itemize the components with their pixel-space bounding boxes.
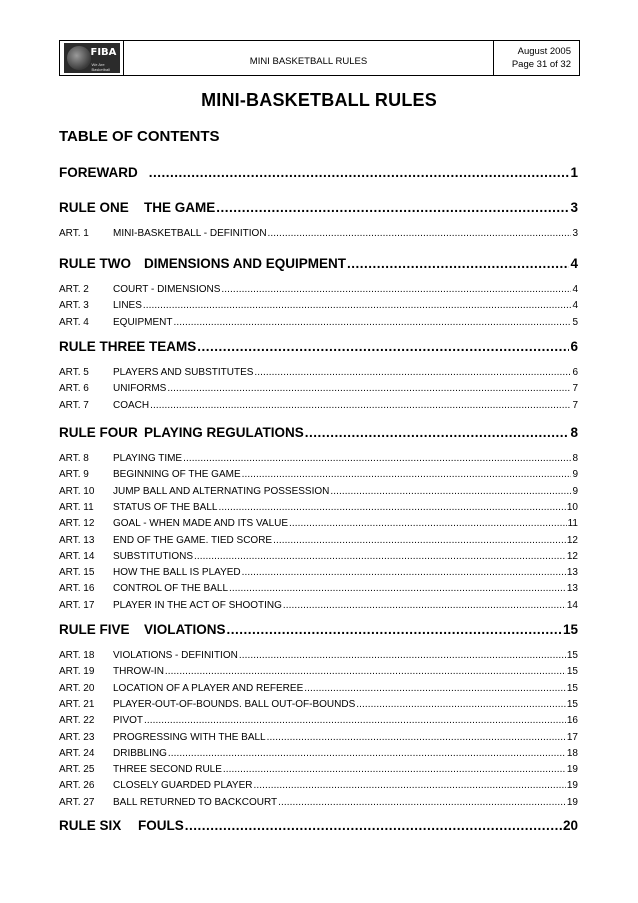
- toc-article-number: ART. 7: [59, 399, 89, 411]
- toc-article-entry[interactable]: [59, 383, 578, 397]
- toc-heading: TABLE OF CONTENTS: [59, 128, 220, 145]
- toc-rule-number: RULE FIVE: [59, 622, 130, 637]
- toc-page-number: 11: [567, 518, 578, 530]
- header-date: August 2005: [517, 46, 571, 57]
- toc-page-number: 15: [566, 682, 578, 694]
- dot-leader: [165, 666, 566, 677]
- toc-article-entry[interactable]: [59, 400, 578, 414]
- toc-article-title: PLAYERS AND SUBSTITUTES: [113, 367, 254, 378]
- toc-article-entry[interactable]: [59, 780, 578, 794]
- dot-leader: [278, 797, 566, 808]
- toc-page-number: 16: [566, 715, 578, 727]
- toc-article-title: SUBSTITUTIONS: [113, 550, 194, 562]
- dot-leader: [221, 284, 571, 295]
- dot-leader: [144, 715, 566, 726]
- toc-article-entry[interactable]: [59, 469, 578, 483]
- globe-icon: [67, 46, 91, 70]
- toc-article-number: ART. 2: [59, 284, 89, 295]
- toc-page-number: 19: [566, 764, 578, 776]
- toc-article-number: ART. 26: [59, 780, 95, 792]
- dot-leader: [150, 400, 571, 411]
- toc-article-title: UNIFORMS: [113, 383, 167, 395]
- toc-page-number: 6: [570, 339, 578, 354]
- toc-article-entry[interactable]: [59, 502, 578, 516]
- toc-article-title: PLAYER-OUT-OF-BOUNDS. BALL OUT-OF-BOUNDS: [113, 698, 356, 710]
- dot-leader: [167, 383, 571, 394]
- toc-article-number: ART. 3: [59, 300, 89, 312]
- toc-article-title: HOW THE BALL IS PLAYED: [113, 567, 241, 579]
- toc-article-number: ART. 10: [59, 485, 95, 497]
- toc-article-title: PIVOT: [113, 715, 144, 727]
- toc-page-number: 12: [566, 550, 578, 562]
- toc-page-number: 6: [572, 367, 578, 378]
- toc-article-entry[interactable]: [59, 683, 578, 697]
- toc-page-number: 17: [566, 731, 578, 743]
- toc-rule-number: RULE ONE: [59, 200, 129, 215]
- toc-rule-number: RULE TWO: [59, 256, 131, 271]
- dot-leader: [254, 367, 571, 378]
- toc-article-title: VIOLATIONS - DEFINITION: [113, 650, 238, 661]
- toc-page-number: 5: [572, 316, 578, 328]
- dot-leader: [304, 683, 566, 694]
- dot-leader: [242, 567, 566, 578]
- toc-page-number: 20: [562, 818, 578, 833]
- dot-leader: [216, 200, 569, 215]
- toc-article-entry[interactable]: [59, 583, 578, 597]
- toc-rule-title: VIOLATIONS: [144, 622, 226, 637]
- toc-page-number: 4: [572, 300, 578, 312]
- toc-article-number: ART. 27: [59, 796, 95, 808]
- toc-article-number: ART. 8: [59, 453, 89, 464]
- dot-leader: [185, 818, 562, 833]
- toc-page-number: 9: [572, 485, 578, 497]
- dot-leader: [289, 518, 567, 529]
- header-doc-name: MINI BASKETBALL RULES: [124, 41, 494, 75]
- toc-rule-entry[interactable]: [59, 622, 578, 640]
- toc-article-number: ART. 15: [59, 567, 95, 579]
- dot-leader: [223, 764, 566, 775]
- toc-article-entry[interactable]: [59, 797, 578, 811]
- toc-article-number: ART. 25: [59, 764, 95, 776]
- toc-article-number: ART. 23: [59, 731, 95, 743]
- toc-article-title: GOAL - WHEN MADE AND ITS VALUE: [113, 518, 289, 530]
- toc-page-number: 13: [566, 567, 578, 579]
- toc-article-entry[interactable]: [59, 666, 578, 680]
- toc-page-number: 3: [570, 200, 578, 215]
- dot-leader: [242, 469, 572, 480]
- toc-article-number: ART. 6: [59, 383, 89, 395]
- toc-article-entry[interactable]: [59, 367, 578, 381]
- toc-article-title: THROW-IN: [113, 666, 164, 678]
- toc-rule-title: THE GAME: [144, 200, 216, 215]
- toc-article-number: ART. 11: [59, 501, 94, 513]
- toc-article-number: ART. 12: [59, 518, 95, 530]
- toc-article-title: PROGRESSING WITH THE BALL: [113, 731, 266, 743]
- toc-page-number: 19: [566, 780, 578, 792]
- toc-article-title: PLAYING TIME: [113, 453, 183, 464]
- toc-rule-title: FOULS: [138, 818, 184, 833]
- dot-leader: [229, 583, 566, 594]
- toc-rule-number: RULE FOUR: [59, 425, 138, 440]
- toc-article-title: PLAYER IN THE ACT OF SHOOTING: [113, 599, 282, 611]
- toc-page-number: 3: [572, 228, 578, 239]
- toc-article-entry[interactable]: [59, 486, 578, 500]
- toc-page-number: 4: [572, 284, 578, 295]
- toc-article-entry[interactable]: [59, 284, 578, 298]
- toc-article-entry[interactable]: [59, 317, 578, 331]
- toc-page-number: 1: [570, 165, 578, 180]
- dot-leader: [218, 502, 565, 513]
- toc-page-number: 15: [566, 650, 578, 661]
- toc-article-entry[interactable]: [59, 567, 578, 581]
- toc-article-entry[interactable]: [59, 300, 578, 314]
- toc-rule-entry[interactable]: [59, 165, 578, 183]
- toc-page-number: 7: [572, 399, 578, 411]
- toc-rule-entry[interactable]: [59, 200, 578, 218]
- toc-article-title: EQUIPMENT: [113, 316, 173, 328]
- toc-article-number: ART. 22: [59, 715, 95, 727]
- toc-article-title: COACH: [113, 399, 150, 411]
- dot-leader: [305, 425, 570, 440]
- toc-rule-number: RULE THREE TEAMS: [59, 339, 197, 354]
- dot-leader: [268, 228, 572, 239]
- toc-article-entry[interactable]: [59, 715, 578, 729]
- dot-leader: [149, 165, 570, 180]
- toc-article-entry[interactable]: [59, 748, 578, 762]
- toc-article-number: ART. 16: [59, 583, 95, 595]
- toc-article-entry[interactable]: [59, 732, 578, 746]
- toc-page-number: 7: [572, 383, 578, 395]
- toc-article-title: BALL RETURNED TO BACKCOURT: [113, 796, 278, 808]
- toc-page-number: 14: [566, 599, 578, 611]
- dot-leader: [283, 600, 566, 611]
- toc-article-entry[interactable]: [59, 764, 578, 778]
- dot-leader: [356, 699, 566, 710]
- fiba-logo: [64, 43, 120, 73]
- document-title: MINI-BASKETBALL RULES: [201, 90, 437, 110]
- toc-article-title: STATUS OF THE BALL: [113, 501, 218, 513]
- toc-article-number: ART. 19: [59, 666, 95, 678]
- toc-article-title: END OF THE GAME. TIED SCORE: [113, 534, 273, 546]
- dot-leader: [227, 622, 562, 637]
- toc-page-number: 15: [566, 698, 578, 710]
- toc-article-entry[interactable]: [59, 228, 578, 242]
- toc-page-number: 8: [570, 425, 578, 440]
- toc-article-entry[interactable]: [59, 551, 578, 565]
- toc-article-number: ART. 17: [59, 599, 95, 611]
- toc-article-entry[interactable]: [59, 650, 578, 664]
- dot-leader: [194, 551, 566, 562]
- toc-article-number: ART. 4: [59, 316, 89, 328]
- toc-article-entry[interactable]: [59, 535, 578, 549]
- toc-page-number: 19: [566, 796, 578, 808]
- toc-rule-entry[interactable]: [59, 256, 578, 274]
- toc-page-number: 15: [566, 666, 578, 678]
- toc-article-number: ART. 21: [59, 698, 95, 710]
- logo-text: FIBA: [90, 47, 117, 58]
- dot-leader: [143, 300, 572, 311]
- toc-rule-entry[interactable]: [59, 818, 578, 836]
- toc-rule-entry[interactable]: [59, 339, 578, 357]
- toc-article-title: DRIBBLING: [113, 747, 167, 759]
- dot-leader: [239, 650, 566, 661]
- toc-article-title: MINI-BASKETBALL - DEFINITION: [113, 228, 267, 239]
- page-header: [59, 40, 580, 76]
- logo-tagline: We Are Basketball: [91, 62, 110, 72]
- toc-article-entry[interactable]: [59, 600, 578, 614]
- toc-article-title: LOCATION OF A PLAYER AND REFEREE: [113, 682, 304, 694]
- toc-article-title: CLOSELY GUARDED PLAYER: [113, 780, 253, 792]
- toc-rule-number: FOREWARD: [59, 165, 138, 180]
- toc-page-number: 9: [572, 469, 578, 481]
- toc-article-title: LINES: [113, 300, 142, 312]
- toc-rule-title: PLAYING REGULATIONS: [144, 425, 304, 440]
- dot-leader: [183, 453, 571, 464]
- toc-article-number: ART. 5: [59, 367, 89, 378]
- toc-article-entry[interactable]: [59, 518, 578, 532]
- toc-page-number: 15: [562, 622, 578, 637]
- toc-page-number: 8: [572, 453, 578, 464]
- toc-rule-title: DIMENSIONS AND EQUIPMENT: [144, 256, 347, 271]
- toc-rule-entry[interactable]: [59, 425, 578, 443]
- toc-article-number: ART. 18: [59, 650, 95, 661]
- dot-leader: [173, 317, 571, 328]
- header-page-number: Page 31 of 32: [511, 59, 571, 70]
- dot-leader: [254, 780, 566, 791]
- toc-page-number: 4: [570, 256, 578, 271]
- toc-page-number: 13: [566, 583, 578, 595]
- dot-leader: [273, 535, 566, 546]
- toc-article-number: ART. 20: [59, 682, 95, 694]
- dot-leader: [197, 339, 569, 354]
- dot-leader: [347, 256, 569, 271]
- toc-article-entry[interactable]: [59, 699, 578, 713]
- toc-article-title: THREE SECOND RULE: [113, 764, 222, 776]
- toc-article-title: BEGINNING OF THE GAME: [113, 469, 241, 481]
- dot-leader: [267, 732, 566, 743]
- toc-page-number: 10: [566, 501, 578, 513]
- toc-article-number: ART. 9: [59, 469, 89, 481]
- toc-rule-number: RULE SIX: [59, 818, 122, 833]
- toc-article-number: ART. 1: [59, 228, 89, 239]
- header-meta: [494, 41, 579, 75]
- toc-page-number: 12: [566, 534, 578, 546]
- toc-article-title: CONTROL OF THE BALL: [113, 583, 229, 595]
- dot-leader: [168, 748, 566, 759]
- toc-article-title: JUMP BALL AND ALTERNATING POSSESSION: [113, 485, 330, 497]
- toc-article-number: ART. 14: [59, 550, 95, 562]
- logo-cell: [60, 41, 124, 75]
- dot-leader: [330, 486, 571, 497]
- toc-article-number: ART. 13: [59, 534, 95, 546]
- toc-article-entry[interactable]: [59, 453, 578, 467]
- toc-page-number: 18: [566, 747, 578, 759]
- toc-article-title: COURT - DIMENSIONS: [113, 284, 221, 295]
- toc-article-number: ART. 24: [59, 747, 95, 759]
